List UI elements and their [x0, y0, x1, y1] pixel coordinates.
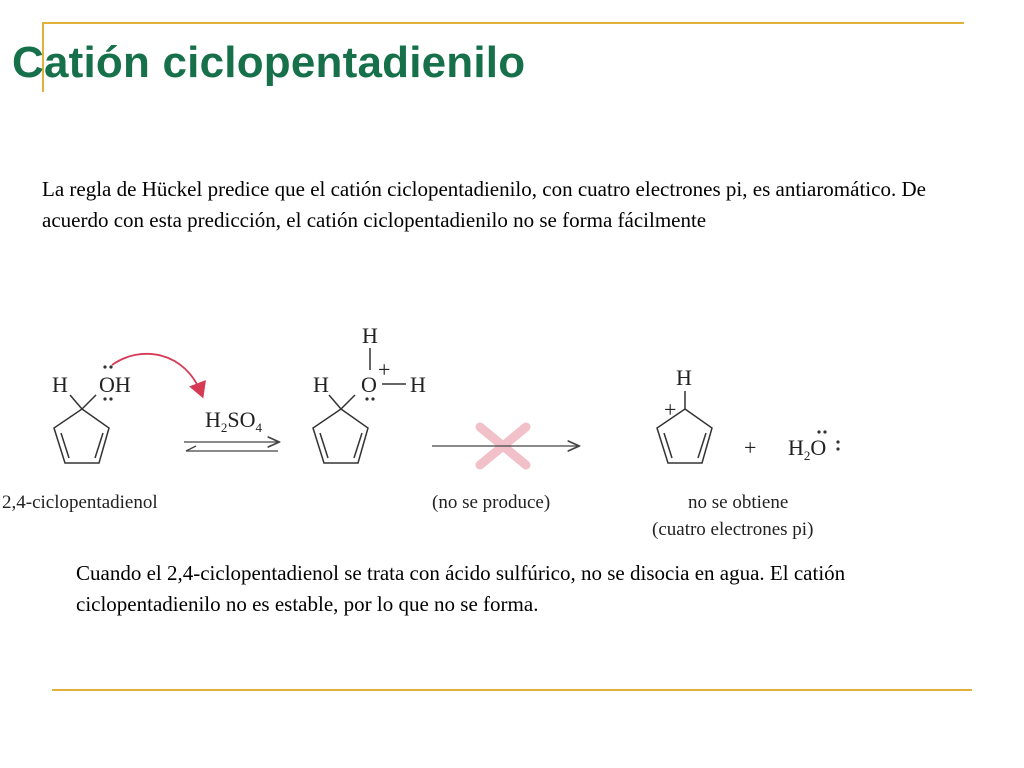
equilibrium-arrows: [184, 442, 278, 451]
positive-charge: +: [664, 397, 677, 422]
product-label: no se obtiene: [688, 492, 789, 513]
cyclopentadienyl-cation-structure: [657, 365, 712, 463]
plus-sign: +: [744, 435, 757, 460]
hydroxyl-label: OH: [99, 372, 131, 397]
protonated-alcohol-structure: [313, 323, 426, 463]
no-reaction-label: (no se produce): [432, 492, 551, 513]
cyclopentadienol-structure: [52, 365, 131, 463]
hydrogen-atom-label: H: [313, 372, 329, 397]
top-rule: [42, 22, 964, 24]
conclusion-paragraph: Cuando el 2,4-ciclopentadienol se trata con ácido sulfúrico, no se disocia en agua. El catión ciclopentadienilo no es estable, por lo que no se forma.: [76, 561, 846, 616]
hydrogen-atom-label: H: [52, 372, 68, 397]
hydrogen-atom-label: H: [676, 365, 692, 390]
hydrogen-atom-label: H: [410, 372, 426, 397]
lone-pair-dots: [365, 397, 374, 400]
positive-charge: +: [378, 357, 391, 382]
intro-paragraph: La regla de Hückel predice que el catión ciclopentadienilo, con cuatro electrones pi, es antiaromático. De acuerdo con esta predicción, el catión ciclopentadienilo no se forma fácilmente: [42, 177, 926, 232]
bottom-rule: [52, 689, 972, 691]
oxygen-atom-label: O: [361, 372, 377, 397]
reaction-scheme: [0, 315, 1024, 543]
reactant-name-label: 2,4-ciclopentadienol: [2, 492, 158, 513]
no-reaction-arrow: [432, 427, 578, 465]
reagent-label: $H_2SO_4$: [205, 407, 263, 435]
water-formula: $H_2O$: [788, 435, 827, 463]
slide-title: Catión ciclopentadienilo: [12, 38, 526, 87]
hydrogen-atom-label: H: [362, 323, 378, 348]
product-note: (cuatro electrones pi): [652, 519, 814, 540]
